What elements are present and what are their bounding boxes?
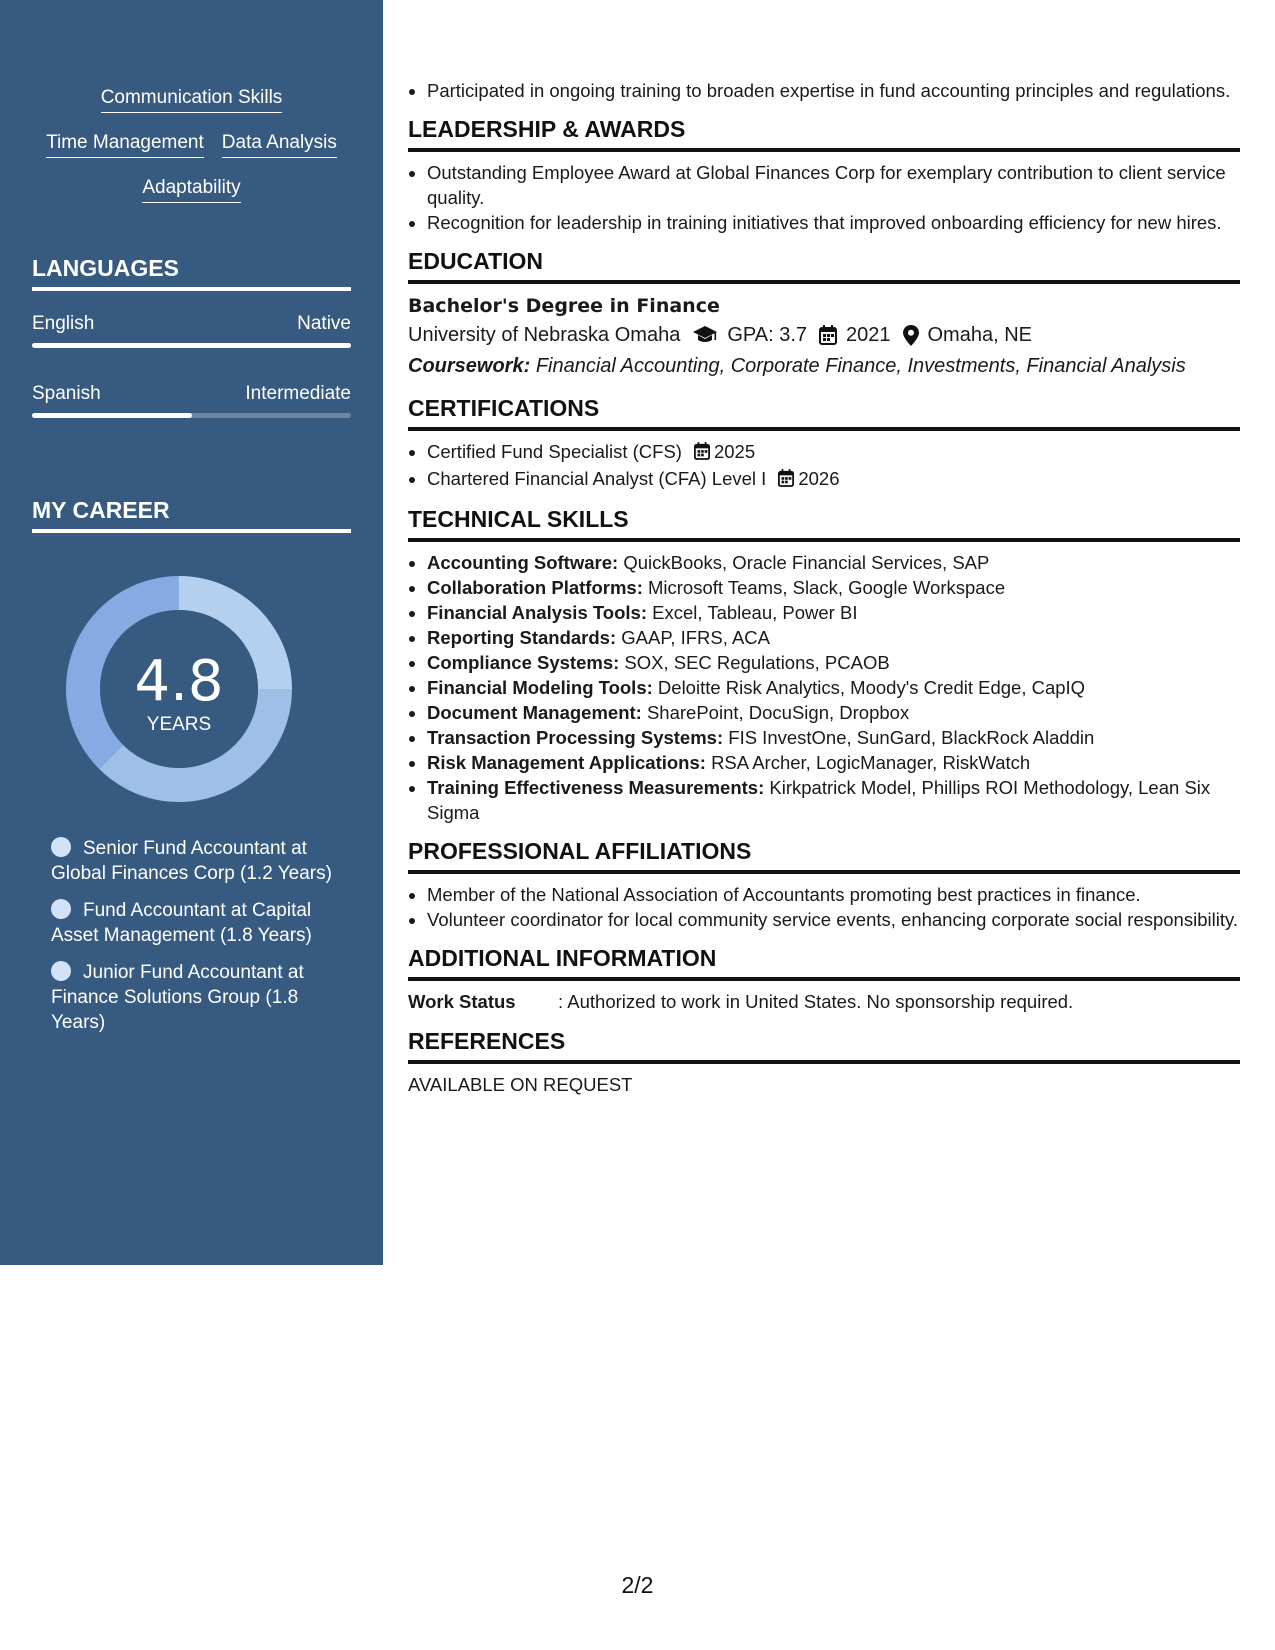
technical-skills-list xyxy=(408,550,1240,825)
leadership-list xyxy=(408,160,1240,235)
bullet-dot-icon xyxy=(51,899,71,919)
list-item xyxy=(427,439,1240,466)
work-status-label: Work Status xyxy=(408,991,516,1012)
career-heading: MY CAREER xyxy=(32,495,351,533)
list-item xyxy=(427,600,1240,625)
work-status-value: : Authorized to work in United States. No sponsorship required. xyxy=(558,991,1074,1012)
career-list xyxy=(51,836,351,1047)
languages-heading: LANGUAGES xyxy=(32,253,351,291)
list-item: • Volunteer coordinator for local community service events, enhancing corporate social responsibility. xyxy=(427,907,1240,932)
list-item xyxy=(427,575,1240,600)
graduation-year: 2021 xyxy=(846,324,891,346)
skill-category: Transaction Processing Systems: xyxy=(427,727,724,748)
certification-name: Chartered Financial Analyst (CFA) Level I xyxy=(427,468,767,489)
career-donut-svg xyxy=(63,573,295,805)
skill-category: Compliance Systems: xyxy=(427,652,620,673)
list-item: • Participated in ongoing training to broaden expertise in fund accounting principles and regulations. xyxy=(427,78,1240,103)
skill-category: Document Management: xyxy=(427,702,642,723)
graduation-cap-icon xyxy=(692,325,718,345)
language-item xyxy=(32,382,351,418)
list-item xyxy=(427,700,1240,725)
list-item xyxy=(427,625,1240,650)
list-item xyxy=(427,775,1240,825)
skill-category: Collaboration Platforms: xyxy=(427,577,643,598)
coursework xyxy=(408,350,1240,382)
map-pin-icon xyxy=(903,325,919,346)
coursework-list: Financial Accounting, Corporate Finance, Investments, Financial Analysis xyxy=(535,355,1186,377)
references-text: AVAILABLE ON REQUEST xyxy=(408,1074,633,1095)
technical-skills-heading: TECHNICAL SKILLS xyxy=(408,505,1240,542)
bullet-dot-icon xyxy=(51,837,71,857)
skill-values: RSA Archer, LogicManager, RiskWatch xyxy=(711,752,1031,773)
list-item xyxy=(427,675,1240,700)
coursework-label: Coursework: xyxy=(408,355,531,377)
list-item: • Outstanding Employee Award at Global Finances Corp for exemplary contribution to client service quality. xyxy=(427,160,1240,210)
skill-tag: Adaptability xyxy=(142,176,240,203)
bullet-dot-icon xyxy=(51,961,71,981)
skill-values: FIS InvestOne, SunGard, BlackRock Aladdin xyxy=(728,727,1095,748)
skill-values: SOX, SEC Regulations, PCAOB xyxy=(624,652,890,673)
degree-title: Bachelor's Degree in Finance xyxy=(408,295,720,317)
certification-year: 2025 xyxy=(713,441,756,462)
education-entry xyxy=(408,292,1240,382)
list-item: • Member of the National Association of Accountants promoting best practices in finance. xyxy=(427,882,1240,907)
list-item xyxy=(427,466,1240,493)
language-bar-fill xyxy=(32,343,351,348)
career-item xyxy=(51,898,351,948)
skill-category: Accounting Software: xyxy=(427,552,619,573)
page-number: 2/2 xyxy=(621,1572,654,1598)
list-item xyxy=(427,725,1240,750)
certification-year: 2026 xyxy=(798,468,840,489)
career-item-text: Fund Accountant at Capital Asset Management (1.8 Years) xyxy=(51,900,312,946)
calendar-icon xyxy=(819,325,837,345)
language-name: Spanish xyxy=(32,383,101,404)
certifications-heading: CERTIFICATIONS xyxy=(408,394,1240,431)
skill-values: SharePoint, DocuSign, Dropbox xyxy=(646,702,910,723)
career-item xyxy=(51,960,351,1035)
list-item xyxy=(427,750,1240,775)
skill-values: Excel, Tableau, Power BI xyxy=(652,602,858,623)
skill-category: Reporting Standards: xyxy=(427,627,617,648)
calendar-icon xyxy=(778,468,794,493)
career-donut-chart xyxy=(63,573,295,805)
list-item: • Recognition for leadership in training initiatives that improved onboarding efficiency for new hires. xyxy=(427,210,1240,235)
references-heading: REFERENCES xyxy=(408,1027,1240,1064)
career-item xyxy=(51,836,351,886)
career-item-text: Junior Fund Accountant at Finance Solutions Group (1.8 Years) xyxy=(51,962,304,1033)
certification-name: Certified Fund Specialist (CFS) xyxy=(427,441,682,462)
certifications-list xyxy=(408,439,1240,493)
skill-values: Microsoft Teams, Slack, Google Workspace xyxy=(648,577,1006,598)
school-location: Omaha, NE xyxy=(927,324,1032,346)
skill-tag: Communication Skills xyxy=(101,86,283,113)
gpa: GPA: 3.7 xyxy=(727,324,807,346)
sidebar xyxy=(0,0,383,1265)
skill-values: GAAP, IFRS, ACA xyxy=(621,627,771,648)
list-item xyxy=(427,550,1240,575)
career-total-value: 4.8 xyxy=(134,649,224,714)
main-content xyxy=(408,78,1240,1098)
language-item xyxy=(32,312,351,348)
affiliations-heading: PROFESSIONAL AFFILIATIONS xyxy=(408,837,1240,874)
list-item xyxy=(427,650,1240,675)
skill-tag: Time Management xyxy=(46,131,204,158)
skill-values: Kirkpatrick Model, Phillips ROI Methodology, Lean Six Sigma xyxy=(427,777,1211,823)
school-name: University of Nebraska Omaha xyxy=(408,324,681,346)
skill-category: Financial Modeling Tools: xyxy=(427,677,653,698)
additional-info-heading: ADDITIONAL INFORMATION xyxy=(408,944,1240,981)
skill-values: QuickBooks, Oracle Financial Services, SAP xyxy=(623,552,990,573)
language-bar xyxy=(32,343,351,348)
skill-category: Financial Analysis Tools: xyxy=(427,602,647,623)
affiliations-list xyxy=(408,882,1240,932)
skill-category: Risk Management Applications: xyxy=(427,752,706,773)
language-level: Intermediate xyxy=(245,383,351,404)
career-item-text: Senior Fund Accountant at Global Finances Corp (1.2 Years) xyxy=(51,838,332,884)
skill-category: Training Effectiveness Measurements: xyxy=(427,777,765,798)
career-total-unit: YEARS xyxy=(146,714,212,735)
work-status-row xyxy=(408,989,1240,1015)
language-name: English xyxy=(32,313,95,334)
education-heading: EDUCATION xyxy=(408,247,1240,284)
calendar-icon xyxy=(694,441,710,466)
experience-list xyxy=(408,78,1240,103)
skill-values: Deloitte Risk Analytics, Moody's Credit Edge, CapIQ xyxy=(657,677,1086,698)
leadership-heading: LEADERSHIP & AWARDS xyxy=(408,115,1240,152)
language-level: Native xyxy=(297,313,351,334)
language-bar-fill xyxy=(32,413,192,418)
language-bar xyxy=(32,413,351,418)
skill-tag: Data Analysis xyxy=(222,131,337,158)
soft-skills-list xyxy=(0,86,383,221)
